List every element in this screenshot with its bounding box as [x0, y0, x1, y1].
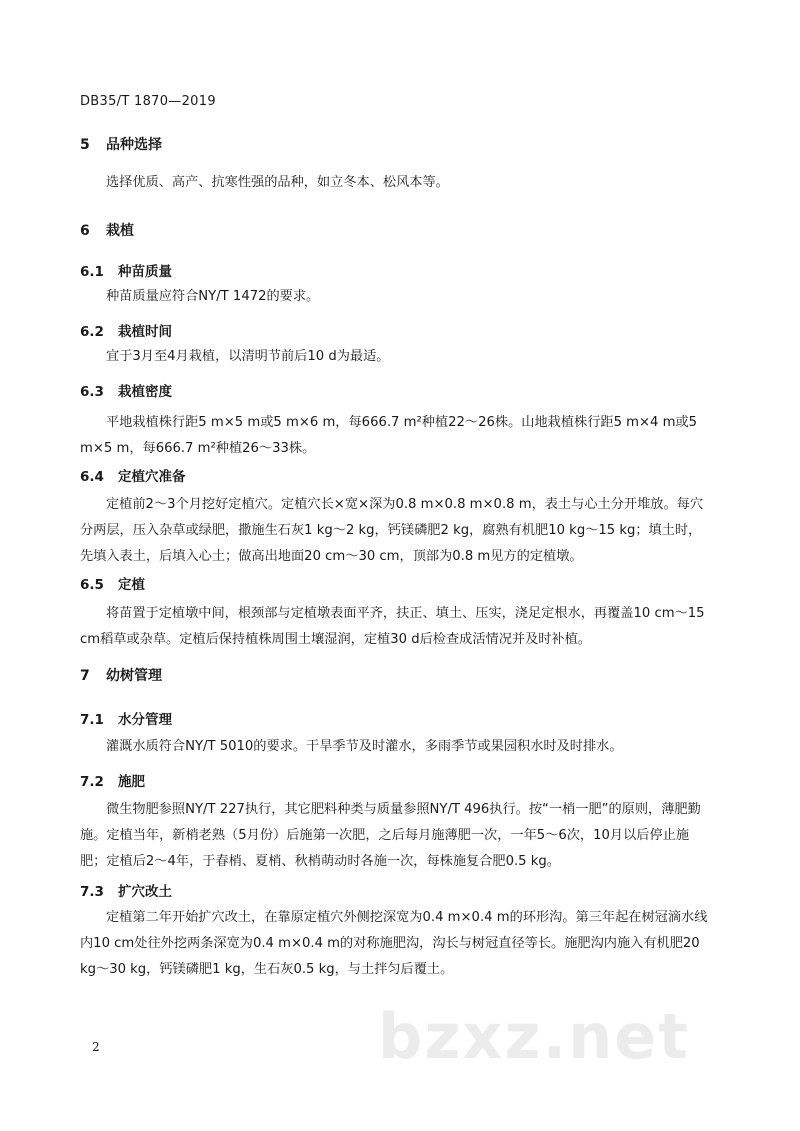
section-7-3-heading — [80, 880, 172, 900]
section-title: 种苗质量 — [118, 264, 172, 280]
section-6-3-heading — [80, 380, 172, 400]
section-title: 品种选择 — [106, 137, 162, 153]
section-number: 6.4 — [80, 469, 104, 485]
section-title: 栽植密度 — [118, 384, 172, 400]
section-7-1-heading — [80, 708, 172, 728]
section-number: 7.1 — [80, 712, 104, 728]
section-5-heading — [80, 134, 162, 154]
section-5-body — [80, 170, 710, 196]
section-title: 施肥 — [118, 774, 145, 790]
section-7-3-body — [80, 905, 710, 983]
section-number: 6.1 — [80, 264, 104, 280]
section-7-2-body — [80, 797, 710, 875]
section-number: 6.5 — [80, 577, 104, 593]
section-6-1-heading — [80, 260, 172, 280]
section-6-5-body — [80, 601, 710, 653]
section-number: 7.2 — [80, 774, 104, 790]
section-6-4-heading — [80, 465, 186, 485]
section-7-2-heading — [80, 770, 145, 790]
section-6-4-body — [80, 492, 710, 570]
section-title: 栽植 — [106, 223, 134, 239]
standard-code-header: DB35/T 1870—2019 — [80, 94, 216, 109]
section-title: 水分管理 — [118, 712, 172, 728]
section-7-1-body — [80, 734, 710, 760]
section-number: 6.2 — [80, 324, 104, 340]
section-6-2-heading — [80, 320, 172, 340]
section-number: 6 — [80, 223, 90, 239]
paragraph: 定植前2～3个月挖好定植穴。定植穴长×宽×深为0.8 m×0.8 m×0.8 m，表土与心土分开堆放。每穴分两层，压入杂草或绿肥，撒施生石灰1 kg～2 kg，钙镁磷肥2 kg，腐熟有机肥10 kg～15 kg；填土时，先填入表土，后填入心土；做高出地面20 cm～30 cm，顶部为0.8 m见方的定植墩。 — [80, 497, 704, 564]
section-6-2-body — [80, 344, 710, 370]
section-7-heading — [80, 665, 162, 685]
section-number: 7 — [80, 668, 90, 684]
section-title: 定植 — [118, 577, 145, 593]
section-6-1-body — [80, 284, 710, 310]
paragraph: 平地栽植株行距5 m×5 m或5 m×6 m，每666.7 m²种植22～26株。山地栽植株行距5 m×4 m或5 m×5 m，每666.7 m²种植26～33株。 — [80, 415, 698, 456]
paragraph: 定植第二年开始扩穴改土，在靠原定植穴外侧挖深宽为0.4 m×0.4 m的环形沟。第三年起在树冠滴水线内10 cm处往外挖两条深宽为0.4 m×0.4 m的对称施肥沟，沟长与树冠直径等长。施肥沟内施入有机肥20 kg～30 kg，钙镁磷肥1 kg，生石灰0.5 kg，与土拌匀后覆土。 — [80, 910, 708, 977]
paragraph: 种苗质量应符合NY/T 1472的要求。 — [106, 289, 320, 304]
section-title: 幼树管理 — [106, 668, 162, 684]
section-number: 6.3 — [80, 384, 104, 400]
paragraph: 灌溉水质符合NY/T 5010的要求。干旱季节及时灌水，多雨季节或果园积水时及时排水。 — [106, 739, 623, 754]
paragraph: 微生物肥参照NY/T 227执行，其它肥料种类与质量参照NY/T 496执行。按“一梢一肥”的原则，薄肥勤施。定植当年，新梢老熟（5月份）后施第一次肥，之后每月施薄肥一次，一年5～6次，10月以后停止施肥；定植后2～4年，于春梢、夏梢、秋梢萌动时各施一次，每株施复合肥0.5 kg。 — [80, 802, 701, 869]
section-number: 7.3 — [80, 884, 104, 900]
page-number: 2 — [92, 1040, 100, 1054]
paragraph: 将苗置于定植墩中间，根颈部与定植墩表面平齐，扶正、填土、压实，浇足定根水，再覆盖10 cm～15 cm稻草或杂草。定植后保持植株周围土壤湿润，定植30 d后检查成活情况并及时补植。 — [80, 606, 705, 647]
section-title: 定植穴准备 — [118, 469, 186, 485]
section-title: 栽植时间 — [118, 324, 172, 340]
paragraph: 宜于3月至4月栽植，以清明节前后10 d为最适。 — [106, 349, 390, 364]
section-6-heading — [80, 220, 134, 240]
section-6-5-heading — [80, 573, 145, 593]
paragraph: 选择优质、高产、抗寒性强的品种，如立冬本、松风本等。 — [106, 175, 449, 190]
section-6-3-body — [80, 410, 710, 462]
section-number: 5 — [80, 137, 90, 153]
section-title: 扩穴改土 — [118, 884, 172, 900]
watermark-text: bzxz.net — [378, 1000, 690, 1073]
